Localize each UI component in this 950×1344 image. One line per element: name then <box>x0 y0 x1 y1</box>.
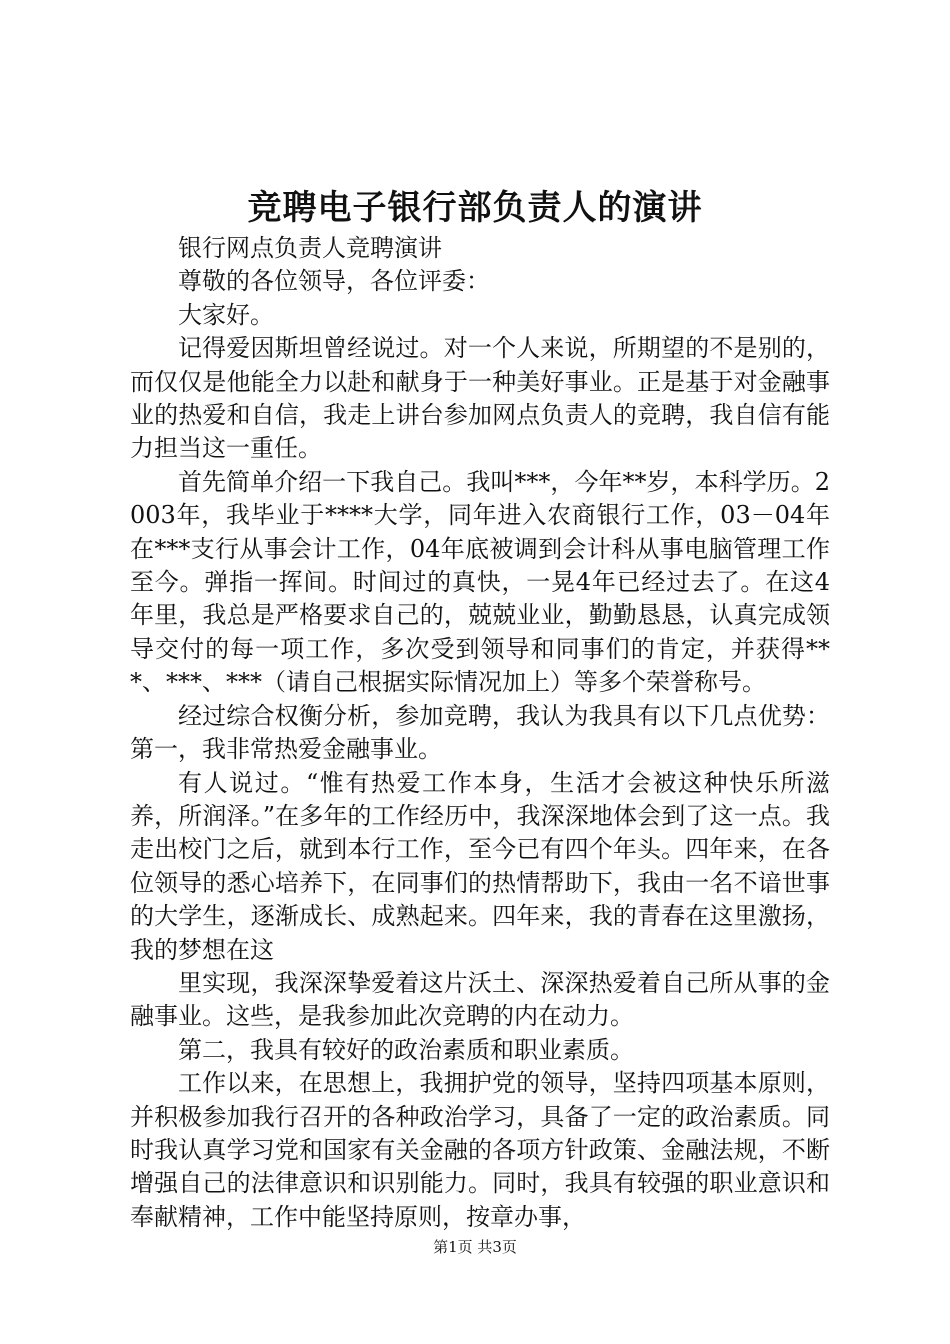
paragraph: 经过综合权衡分析，参加竞聘，我认为我具有以下几点优势：第一，我非常热爱金融事业。 <box>130 701 830 764</box>
paragraph: 大家好。 <box>178 300 274 329</box>
document-body <box>130 232 830 1234</box>
document-title: 竞聘电子银行部负责人的演讲 <box>247 188 703 228</box>
paragraph: 里实现，我深深挚爱着这片沃土、深深热爱着自己所从事的金融事业。这些，是我参加此次竞聘的内在动力。 <box>130 968 830 1031</box>
paragraph: 尊敬的各位领导，各位评委： <box>178 267 490 296</box>
paragraph: 首先简单介绍一下我自己。我叫***，今年**岁，本科学历。2003年，我毕业于****大学，同年进入农商银行工作，03－04年在***支行从事会计工作，04年底被调到会计科从事电脑管理工作至今。弹指一挥间。时间过的真快，一晃4年已经过去了。在这4年里，我总是严格要求自己的，兢兢业业，勤勤恳恳，认真完成领导交付的每一项工作，多次受到领导和同事们的肯定，并获得***、***、***（请自己根据实际情况加上）等多个荣誉称号。 <box>130 467 830 697</box>
paragraph: 银行网点负责人竞聘演讲 <box>178 234 442 262</box>
paragraph: 第二，我具有较好的政治素质和职业素质。 <box>178 1035 634 1064</box>
paragraph: 有人说过。“惟有热爱工作本身，生活才会被这种快乐所滋养，所润泽。”在多年的工作经历中，我深深地体会到了这一点。我走出校门之后，就到本行工作，至今已有四个年头。四年来，在各位领导的悉心培养下，在同事们的热情帮助下，我由一名不谙世事的大学生，逐渐成长、成熟起来。四年来，我的青春在这里激扬，我的梦想在这 <box>130 768 830 964</box>
page-number-footer: 第1页 共3页 <box>433 1238 517 1256</box>
paragraph: 记得爱因斯坦曾经说过。对一个人来说，所期望的不是别的，而仅仅是他能全力以赴和献身于一种美好事业。正是基于对金融事业的热爱和自信，我走上讲台参加网点负责人的竞聘，我自信有能力担当这一重任。 <box>130 334 830 463</box>
paragraph: 工作以来，在思想上，我拥护党的领导，坚持四项基本原则，并积极参加我行召开的各种政治学习，具备了一定的政治素质。同时我认真学习党和国家有关金融的各项方针政策、金融法规，不断增强自己的法律意识和识别能力。同时，我具有较强的职业意识和奉献精神，工作中能坚持原则，按章办事， <box>130 1069 830 1231</box>
